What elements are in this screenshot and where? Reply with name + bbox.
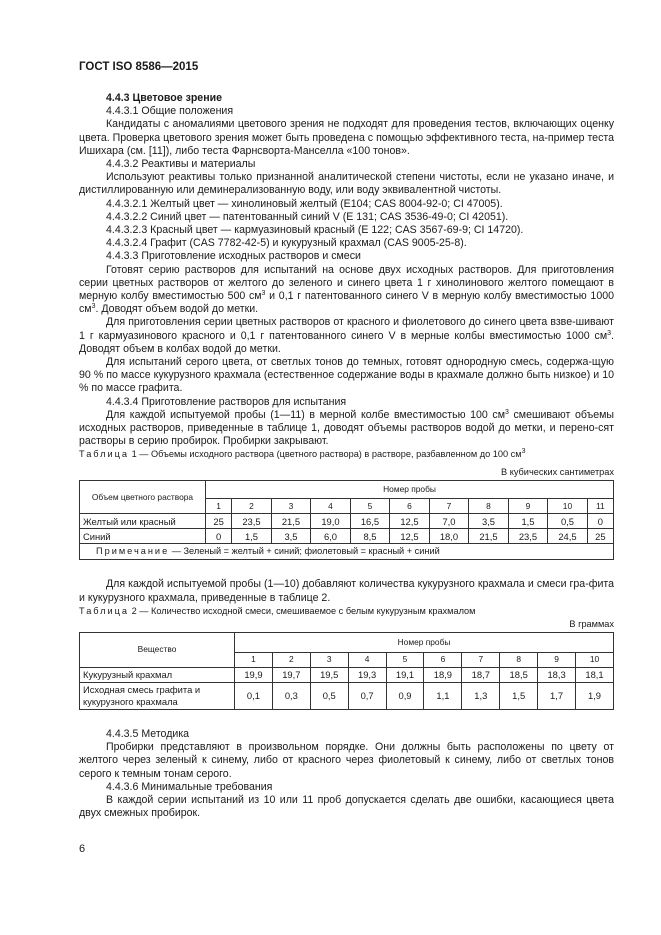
- table1-caption: [79, 448, 614, 460]
- sample-number: 6: [390, 499, 430, 514]
- table-cell: 23,5: [232, 514, 272, 529]
- paragraph: Используют реактивы только признанной аналитической степени чистоты, если не указано иначе, и дистиллированную или деминерализованную воду, или воду эквивалентной чистоты.: [79, 171, 614, 197]
- table-cell: 0,5: [310, 682, 348, 709]
- table-cell: 0: [206, 529, 232, 544]
- table-note: [80, 544, 614, 560]
- table-cell: 19,7: [272, 667, 310, 682]
- table-cell: 0,1: [235, 682, 273, 709]
- sample-number: 11: [587, 499, 613, 514]
- table-cell: 0: [587, 514, 613, 529]
- table-cell: 18,5: [500, 667, 538, 682]
- paragraph: [79, 409, 614, 449]
- table-cell: 12,5: [390, 529, 430, 544]
- section-heading: 4.4.3 Цветовое зрение: [106, 92, 222, 104]
- document-body: [79, 92, 614, 820]
- table-cell: 16,5: [350, 514, 390, 529]
- row-label: Кукурузный крахмал: [80, 667, 235, 682]
- paragraph: Пробирки представляют в произвольном порядке. Они должны быть расположены по цвету от желтого через зеленый к синему, либо от красного через фиолетовый к синему, либо от светлых тонов серого к темным тонам серого.: [79, 741, 614, 780]
- sample-number: 3: [310, 652, 348, 667]
- table1: [79, 480, 614, 560]
- table-cell: 18,9: [424, 667, 462, 682]
- text-run: Для каждой испытуемой пробы (1—11) в мерной колбе вместимостью 100 см: [106, 408, 505, 421]
- table-cell: 18,3: [538, 667, 576, 682]
- table-cell: 24,5: [548, 529, 588, 544]
- sample-number: 7: [429, 499, 469, 514]
- table-cell: 1,9: [576, 682, 614, 709]
- note-text: — Зеленый = желтый + синий; фиолетовый = красный + синий: [169, 546, 440, 557]
- table-cell: 0,9: [386, 682, 424, 709]
- table-cell: 7,0: [429, 514, 469, 529]
- table2-group-header: Номер пробы: [235, 632, 614, 652]
- sample-number: 4: [311, 499, 351, 514]
- table-cell: 19,9: [235, 667, 273, 682]
- reagent-item: 4.4.3.2.3 Красный цвет — кармуазиновый красный (E 122; CAS 3567-69-9; CI 14720).: [106, 224, 524, 237]
- table-cell: 19,0: [311, 514, 351, 529]
- text-run: . Доводят объем водой до метки.: [95, 303, 259, 316]
- table-cell: 18,0: [429, 529, 469, 544]
- table-cell: 19,5: [310, 667, 348, 682]
- table-row: [80, 514, 614, 529]
- subsection-heading: 4.4.3.1 Общие положения: [106, 105, 234, 118]
- subsection-heading: 4.4.3.4 Приготовление растворов для испытания: [106, 395, 347, 408]
- text-run: . Доводят объем в колбах водой до метки.: [79, 329, 614, 355]
- table-cell: 25: [587, 529, 613, 544]
- subsection-heading: 4.4.3.5 Методика: [106, 727, 190, 740]
- table-cell: 1,5: [508, 514, 548, 529]
- sample-number: 10: [548, 499, 588, 514]
- superscript: 3: [261, 290, 266, 298]
- table-cell: 1,5: [500, 682, 538, 709]
- text-run: Готовят серию растворов для испытаний на основе двух исходных растворов. Для приготовления серии цветных растворов от желтого до зеленого и синего цвета 1 г хинолинового желтого помещают в мерную колбу вместимостью 500 см: [79, 263, 614, 303]
- table-cell: 0,3: [272, 682, 310, 709]
- paragraph: Для испытаний серого цвета, от светлых тонов до темных, готовят однородную смесь, содержа-щую 90 % по массе кукурузного крахмала (естественное содержание воды в крахмале должно быть низкое) и 10 % по массе графита.: [79, 356, 614, 395]
- document-header: ГОСТ ISO 8586—2015: [79, 61, 199, 73]
- paragraph: [79, 316, 614, 356]
- text-run: и 0,1 г патентованного синего V в мерную колбу вместимостью 1000 см: [79, 290, 615, 316]
- table1-group-header: Номер пробы: [206, 481, 614, 499]
- sample-number: 5: [350, 499, 390, 514]
- table1-col-header: Объем цветного раствора: [80, 481, 206, 514]
- table-cell: 25: [206, 514, 232, 529]
- text-run: Для приготовления серии цветных растворов от красного и фиолетового до синего цвета взве-шивают 1 г кармуазинового красного и 0,1 г патентованного синего V в мерные колбы вместимостью 1000 см: [79, 316, 614, 342]
- page-number: 6: [79, 843, 86, 855]
- table-cell: 19,1: [386, 667, 424, 682]
- sample-number: 2: [232, 499, 272, 514]
- table-cell: 21,5: [469, 529, 509, 544]
- sample-number: 5: [386, 652, 424, 667]
- table-cell: 18,1: [576, 667, 614, 682]
- subsection-heading: 4.4.3.3 Приготовление исходных растворов и смеси: [106, 250, 361, 263]
- table-cell: 1,5: [232, 529, 272, 544]
- caption-text: 1 — Объемы исходного раствора (цветного раствора) в растворе, разбавленном до 100 см: [129, 449, 522, 460]
- sample-number: 7: [462, 652, 500, 667]
- caption-label: Таблица: [79, 449, 130, 460]
- table-cell: 1,1: [424, 682, 462, 709]
- table-row: [80, 529, 614, 544]
- text-run: смешивают объемы исходных растворов, приведенные в таблице 1, доводят объемы растворов водой до метки, и перено-сят растворы в серию пробирок. Пробирки закрывают.: [79, 408, 614, 448]
- table-cell: 12,5: [390, 514, 430, 529]
- sample-number: 3: [271, 499, 311, 514]
- sample-number: 10: [576, 652, 614, 667]
- table1-note-row: [80, 544, 614, 560]
- table-cell: 21,5: [271, 514, 311, 529]
- note-label: Примечание: [96, 546, 170, 557]
- paragraph: [79, 264, 614, 317]
- table-cell: 3,5: [469, 514, 509, 529]
- sample-number: 4: [348, 652, 386, 667]
- sample-number: 9: [508, 499, 548, 514]
- table-cell: 3,5: [271, 529, 311, 544]
- reagent-item: 4.4.3.2.4 Графит (CAS 7782-42-5) и кукурузный крахмал (CAS 9005-25-8).: [106, 237, 467, 250]
- superscript: 3: [91, 303, 96, 311]
- sample-number: 8: [469, 499, 509, 514]
- paragraph: В каждой серии испытаний из 10 или 11 проб допускается сделать две ошибки, касающиеся цвета двух смежных пробирок.: [79, 793, 614, 820]
- table2-caption: [79, 605, 614, 617]
- table-cell: 1,7: [538, 682, 576, 709]
- row-label: Синий: [80, 529, 206, 544]
- table-cell: 0,5: [548, 514, 588, 529]
- table2: [79, 632, 614, 710]
- table-cell: 8,5: [350, 529, 390, 544]
- table2-unit: В граммах: [569, 618, 614, 629]
- caption-label: Таблица: [79, 605, 130, 616]
- subsection-heading: 4.4.3.2 Реактивы и материалы: [106, 158, 256, 171]
- table2-col-header: Вещество: [80, 632, 235, 667]
- table-cell: 23,5: [508, 529, 548, 544]
- sample-number: 1: [235, 652, 273, 667]
- reagent-item: 4.4.3.2.1 Желтый цвет — хинолиновый желтый (E104; CAS 8004-92-0; CI 47005).: [106, 197, 503, 210]
- superscript: 3: [505, 408, 509, 416]
- caption-text: 2 — Количество исходной смеси, смешиваемое с белым кукурузным крахмалом: [129, 605, 476, 616]
- superscript: 3: [521, 448, 526, 456]
- table-row: [80, 682, 614, 709]
- subsection-heading: 4.4.3.6 Минимальные требования: [106, 780, 273, 793]
- sample-number: 9: [538, 652, 576, 667]
- table-row: [80, 667, 614, 682]
- paragraph: Для каждой испытуемой пробы (1—10) добавляют количества кукурузного крахмала и смеси гра-фита и кукурузного крахмала, приведенные в таблице 2.: [79, 578, 614, 604]
- reagent-item: 4.4.3.2.2 Синий цвет — патентованный синий V (E 131; CAS 3536-49-0; CI 42051).: [106, 210, 509, 223]
- table-cell: 19,3: [348, 667, 386, 682]
- superscript: 3: [607, 329, 612, 337]
- sample-number: 1: [206, 499, 232, 514]
- sample-number: 2: [272, 652, 310, 667]
- table-cell: 18,7: [462, 667, 500, 682]
- sample-number: 8: [500, 652, 538, 667]
- table-cell: 6,0: [311, 529, 351, 544]
- table-cell: 0,7: [348, 682, 386, 709]
- sample-number: 6: [424, 652, 462, 667]
- table-cell: 1,3: [462, 682, 500, 709]
- row-label: Желтый или красный: [80, 514, 206, 529]
- row-label: Исходная смесь графита и кукурузного крахмала: [80, 682, 235, 709]
- paragraph: Кандидаты с аномалиями цветового зрения не подходят для проведения тестов, включающих оценку цвета. Проверка цветового зрения может быть проведена с помощью эффективного теста, на-пример теста Ишихара (см. [11]), либо теста Фарнсворта-Манселла «100 тонов».: [79, 118, 614, 157]
- table1-unit: В кубических сантиметрах: [501, 467, 614, 478]
